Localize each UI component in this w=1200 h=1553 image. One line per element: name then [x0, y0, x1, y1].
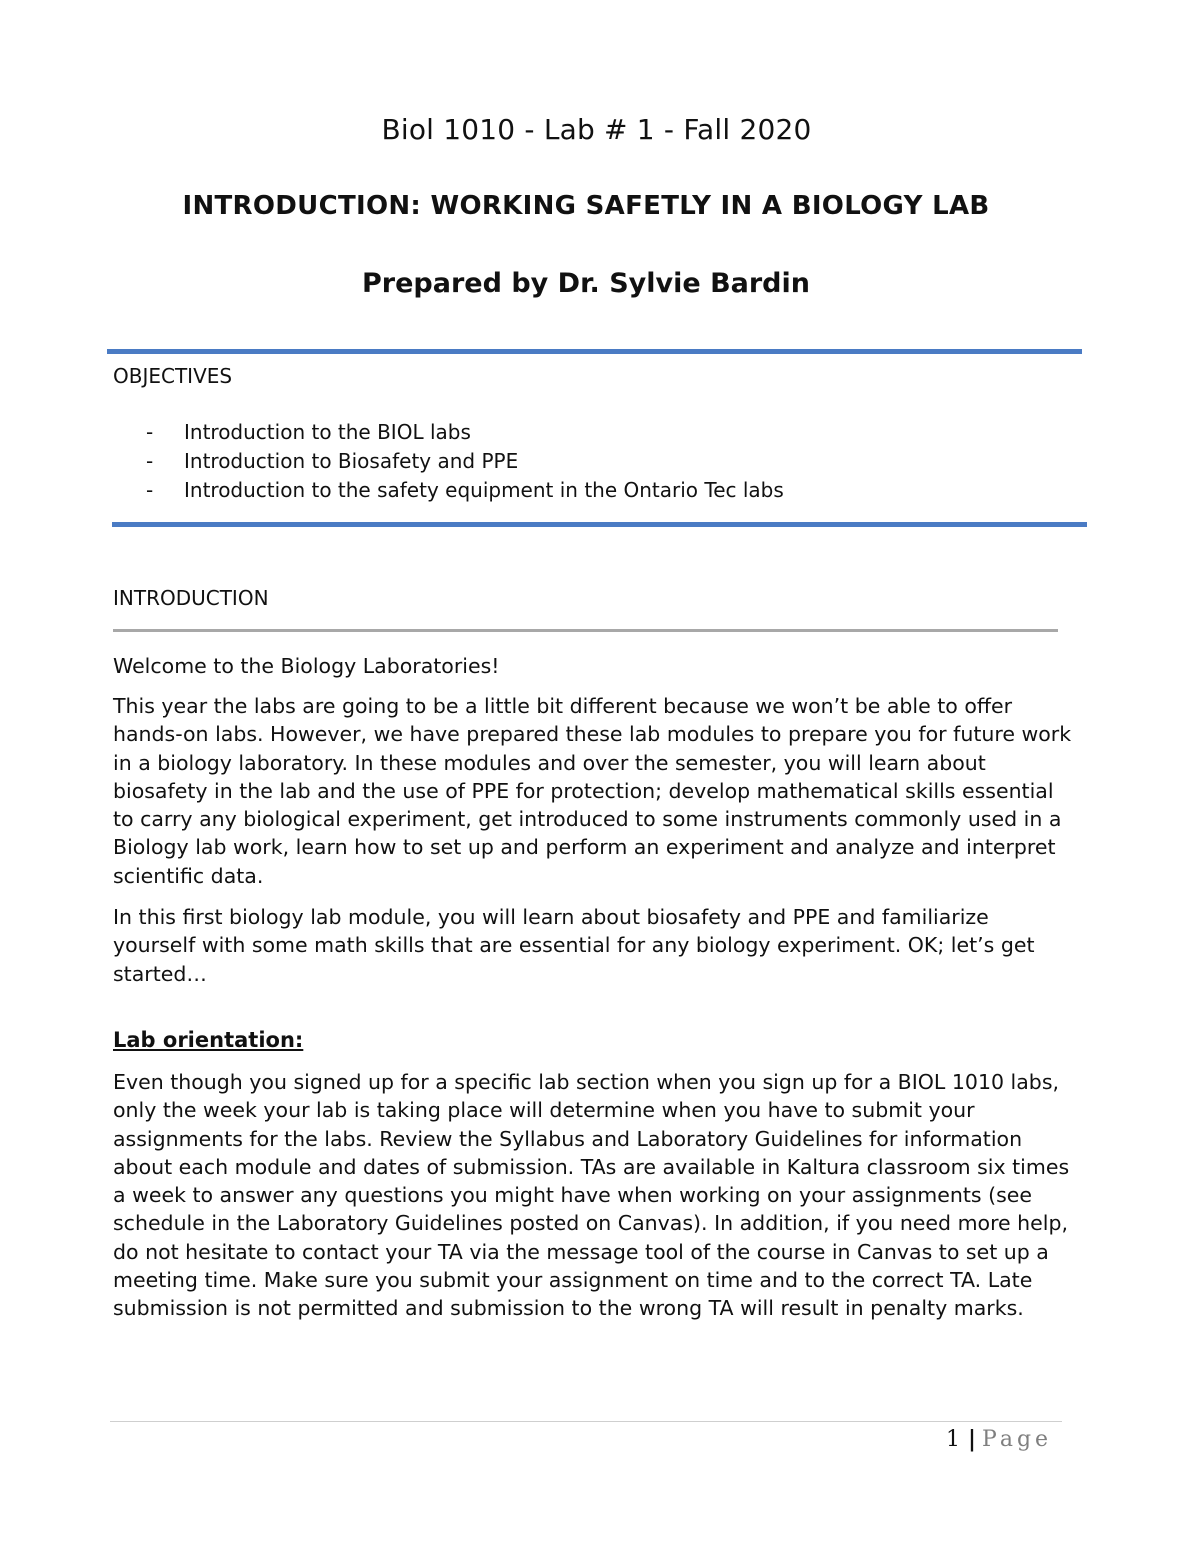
page-title: INTRODUCTION: WORKING SAFETLY IN A BIOLOGY LAB [182, 191, 990, 221]
objectives-heading: OBJECTIVES [113, 364, 233, 388]
lab-orientation-heading: Lab orientation: [113, 1028, 304, 1052]
page-label: Page [982, 1427, 1053, 1452]
course-line: Biol 1010 - Lab # 1 - Fall 2020 [381, 113, 812, 146]
list-item [146, 447, 784, 476]
list-item [146, 418, 784, 447]
list-dash: - [146, 449, 154, 473]
list-dash: - [146, 420, 154, 444]
lab-orientation-paragraph: Even though you signed up for a specific lab section when you sign up for a BIOL 1010 labs, only the week your lab is taking place will determine when you have to submit your assignments for the labs. Review the Syllabus and Laboratory Guidelines for information about each module and dates of submission. TAs are available in Kaltura classroom six times a week to answer any questions you might have when working on your assignments (see schedule in the Laboratory Guidelines posted on Canvas). In addition, if you need more help, do not hesitate to contact your TA via the message tool of the course in Canvas to set up a meeting time. Make sure you submit your assignment on time and to the correct TA. Late submission is not permitted and submission to the wrong TA will result in penalty marks. [113, 1070, 1070, 1321]
list-item [146, 476, 784, 505]
intro-paragraph-1: This year the labs are going to be a little bit different because we won’t be able to offer hands-on labs. However, we have prepared these lab modules to prepare you for future work in a biology laboratory. In these modules and over the semester, you will learn about biosafety in the lab and the use of PPE for protection; develop mathematical skills essential to carry any biological experiment, get introduced to some instruments commonly used in a Biology lab work, learn how to set up and perform an experiment and analyze and interpret scientific data. [113, 694, 1072, 888]
objectives-list [146, 418, 784, 505]
welcome-text: Welcome to the Biology Laboratories! [113, 654, 500, 678]
list-dash: - [146, 478, 154, 502]
objectives-top-divider [107, 349, 1082, 354]
author-line: Prepared by Dr. Sylvie Bardin [362, 268, 810, 299]
list-item-text: Introduction to Biosafety and PPE [184, 449, 519, 473]
objectives-bottom-divider [112, 522, 1087, 527]
introduction-divider [113, 629, 1058, 632]
intro-paragraph-2: In this first biology lab module, you will learn about biosafety and PPE and familiarize yourself with some math skills that are essential for any biology experiment. OK; let’s get started… [113, 905, 1035, 986]
list-item-text: Introduction to the safety equipment in the Ontario Tec labs [184, 478, 784, 502]
page-footer [946, 1426, 1052, 1452]
page-number: 1 [946, 1427, 960, 1452]
footer-separator: | [968, 1426, 977, 1452]
list-item-text: Introduction to the BIOL labs [184, 420, 471, 444]
footer-divider [110, 1421, 1062, 1422]
introduction-heading: INTRODUCTION [113, 586, 269, 610]
